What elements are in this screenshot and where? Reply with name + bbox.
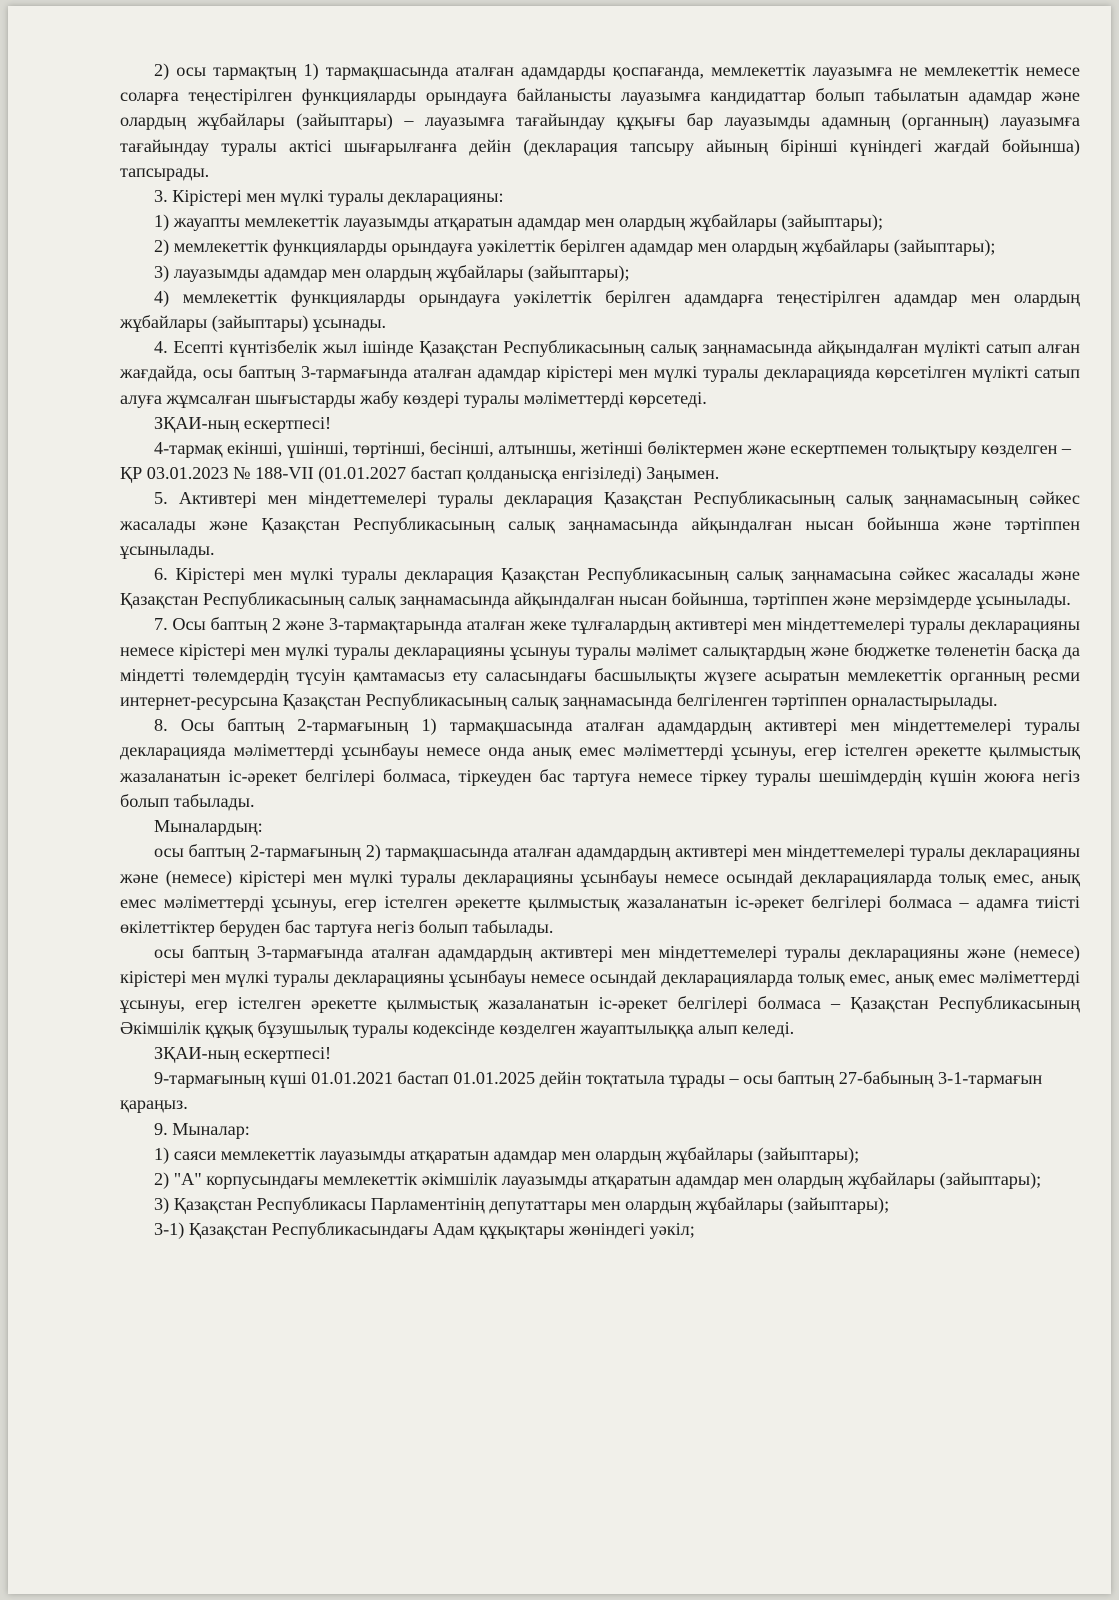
- editor-note-title: ЗҚАИ-ның ескертпесі!: [154, 412, 332, 433]
- document-body: [120, 58, 1080, 1243]
- editor-note-body-2: 9-тармағының күші 01.01.2021 бастап 01.01.2025 дейін тоқтатыла тұрады – осы баптың 27-бабының 3-1-тармағын қараңыз.: [120, 1068, 1043, 1114]
- paragraph-3-4: 4) мемлекеттік функцияларды орындауға уәкілеттік берілген адамдарға теңестірілген адамдар мен олардың жұбайлары (зайыптары) ұсынады.: [120, 286, 1080, 333]
- paragraph-5: 5. Активтері мен міндеттемелері туралы декларация Қазақстан Республикасының салық заңнамасының сәйкес жасалады және Қазақстан Республикасының салық заңнамасында айқындалған нысан бойынша және тәртіппен ұсынылады.: [120, 488, 1080, 559]
- paragraph-8-list-heading: Мыналардың:: [154, 816, 263, 837]
- paragraph-8-item-1: осы баптың 2-тармағының 2) тармақшасында аталған адамдардың активтері мен міндеттемелері туралы декларацияны және (немесе) кірістері мен мүлкі туралы декларацияны ұсынбауы немесе осындай декларацияларда толық емес, анық емес мәліметтерді ұсынуы, егер істелген әрекетте қылмыстық жазаланатын іс-әрекет белгілері болмаса – адамға тиісті өкілеттіктер беруден бас тартуға негіз болып табылады.: [120, 841, 1080, 937]
- paragraph-9-heading: 9. Мыналар:: [154, 1118, 250, 1139]
- document-page: [8, 6, 1111, 1594]
- paragraph-9-1: 1) саяси мемлекеттік лауазымды атқаратын адамдар мен олардың жұбайлары (зайыптары);: [154, 1143, 860, 1164]
- paragraph-8: 8. Осы баптың 2-тармағының 1) тармақшасында аталған адамдардың активтері мен міндеттемелері туралы декларацияда мәліметтерді ұсынбауы немесе онда анық емес мәліметтерді ұсынуы, егер істелген әрекетте қылмыстық жазаланатын іс-әрекет белгілері болмаса, тіркеуден бас тартуға немесе тіркеу туралы шешімдердің күшін жоюға негіз болып табылады.: [120, 715, 1080, 811]
- paragraph-8-item-2: осы баптың 3-тармағында аталған адамдардың активтері мен міндеттемелері туралы декларацияны және (немесе) кірістері мен мүлкі туралы декларацияны ұсынбауы немесе осындай декларацияларда толық емес, анық емес мәліметтерді ұсынуы, егер істелген әрекетте қылмыстық жазаланатын іс-әрекет белгілері болмаса – Қазақстан Республикасының Әкімшілік құқық бұзушылық туралы кодексінде көзделген жауаптылыққа алып келеді.: [120, 942, 1080, 1038]
- paragraph-7: 7. Осы баптың 2 және 3-тармақтарында аталған жеке тұлғалардың активтері мен міндеттемелері туралы декларацияны немесе кірістері мен мүлкі туралы декларацияны ұсынуы туралы мәлімет салықтардың және бюджетке төленетін басқа да міндетті төлемдердің түсуін қамтамасыз ету саласындағы басшылықты жүзеге асыратын мемлекеттік органның ресми интернет-ресурсына Қазақстан Республикасының салық заңнамасында белгіленген тәртіппен орналастырылады.: [120, 614, 1080, 711]
- paragraph-3-2: 2) мемлекеттік функцияларды орындауға уәкілеттік берілген адамдар мен олардың жұбайлары (зайыптары);: [154, 236, 996, 257]
- paragraph-9-3-1: 3-1) Қазақстан Республикасындағы Адам құқықтары жөніндегі уәкіл;: [154, 1219, 695, 1240]
- paragraph-2-2: 2) осы тармақтың 1) тармақшасында аталған адамдарды қоспағанда, мемлекеттік лауазымға не мемлекеттік немесе соларға теңестірілген функцияларды орындауға байланысты лауазымға кандидаттар болып табылатын адамдар және олардың жұбайлары (зайыптары) – лауазымға тағайындау құқығы бар лауазымды адамның (органның) лауазымға тағайындау туралы актісі шығарылғанға дейін (декларация тапсыру айының бірінші күніндегі жағдай бойынша) тапсырады.: [120, 60, 1080, 181]
- paragraph-6: 6. Кірістері мен мүлкі туралы декларация Қазақстан Республикасының салық заңнамасына сәйкес жасалады және Қазақстан Республикасының салық заңнамасында айқындалған нысан бойынша, тәртіппен және мерзімдерде ұсынылады.: [120, 564, 1080, 610]
- paragraph-3-heading: 3. Кірістері мен мүлкі туралы декларацияны:: [154, 186, 504, 207]
- paragraph-9-2: 2) "А" корпусындағы мемлекеттік әкімшілік лауазымды атқаратын адамдар мен олардың жұбайлары (зайыптары);: [154, 1168, 1042, 1189]
- paragraph-4: 4. Есепті күнтізбелік жыл ішінде Қазақстан Республикасының салық заңнамасында айқындалған мүлікті сатып алған жағдайда, осы баптың 3-тармағында аталған адамдар кірістері мен мүлкі туралы декларацияда көрсетілген мүлікті сатып алуға жұмсалған шығыстарды жабу көздері туралы мәліметтерді көрсетеді.: [120, 337, 1080, 408]
- paragraph-3-3: 3) лауазымды адамдар мен олардың жұбайлары (зайыптары);: [154, 261, 630, 282]
- editor-note-title-2: ЗҚАИ-ның ескертпесі!: [154, 1042, 332, 1063]
- paragraph-3-1: 1) жауапты мемлекеттік лауазымды атқаратын адамдар мен олардың жұбайлары (зайыптары);: [154, 211, 883, 232]
- paragraph-9-3: 3) Қазақстан Республикасы Парламентінің депутаттары мен олардың жұбайлары (зайыптары);: [154, 1194, 890, 1215]
- editor-note-body: 4-тармақ екінші, үшінші, төртінші, бесінші, алтыншы, жетінші бөліктермен және ескертпемен толықтыру көзделген – ҚР 03.01.2023 № 188-VII (01.01.2027 бастап қолданысқа енгізіледі) Заңымен.: [120, 438, 1072, 484]
